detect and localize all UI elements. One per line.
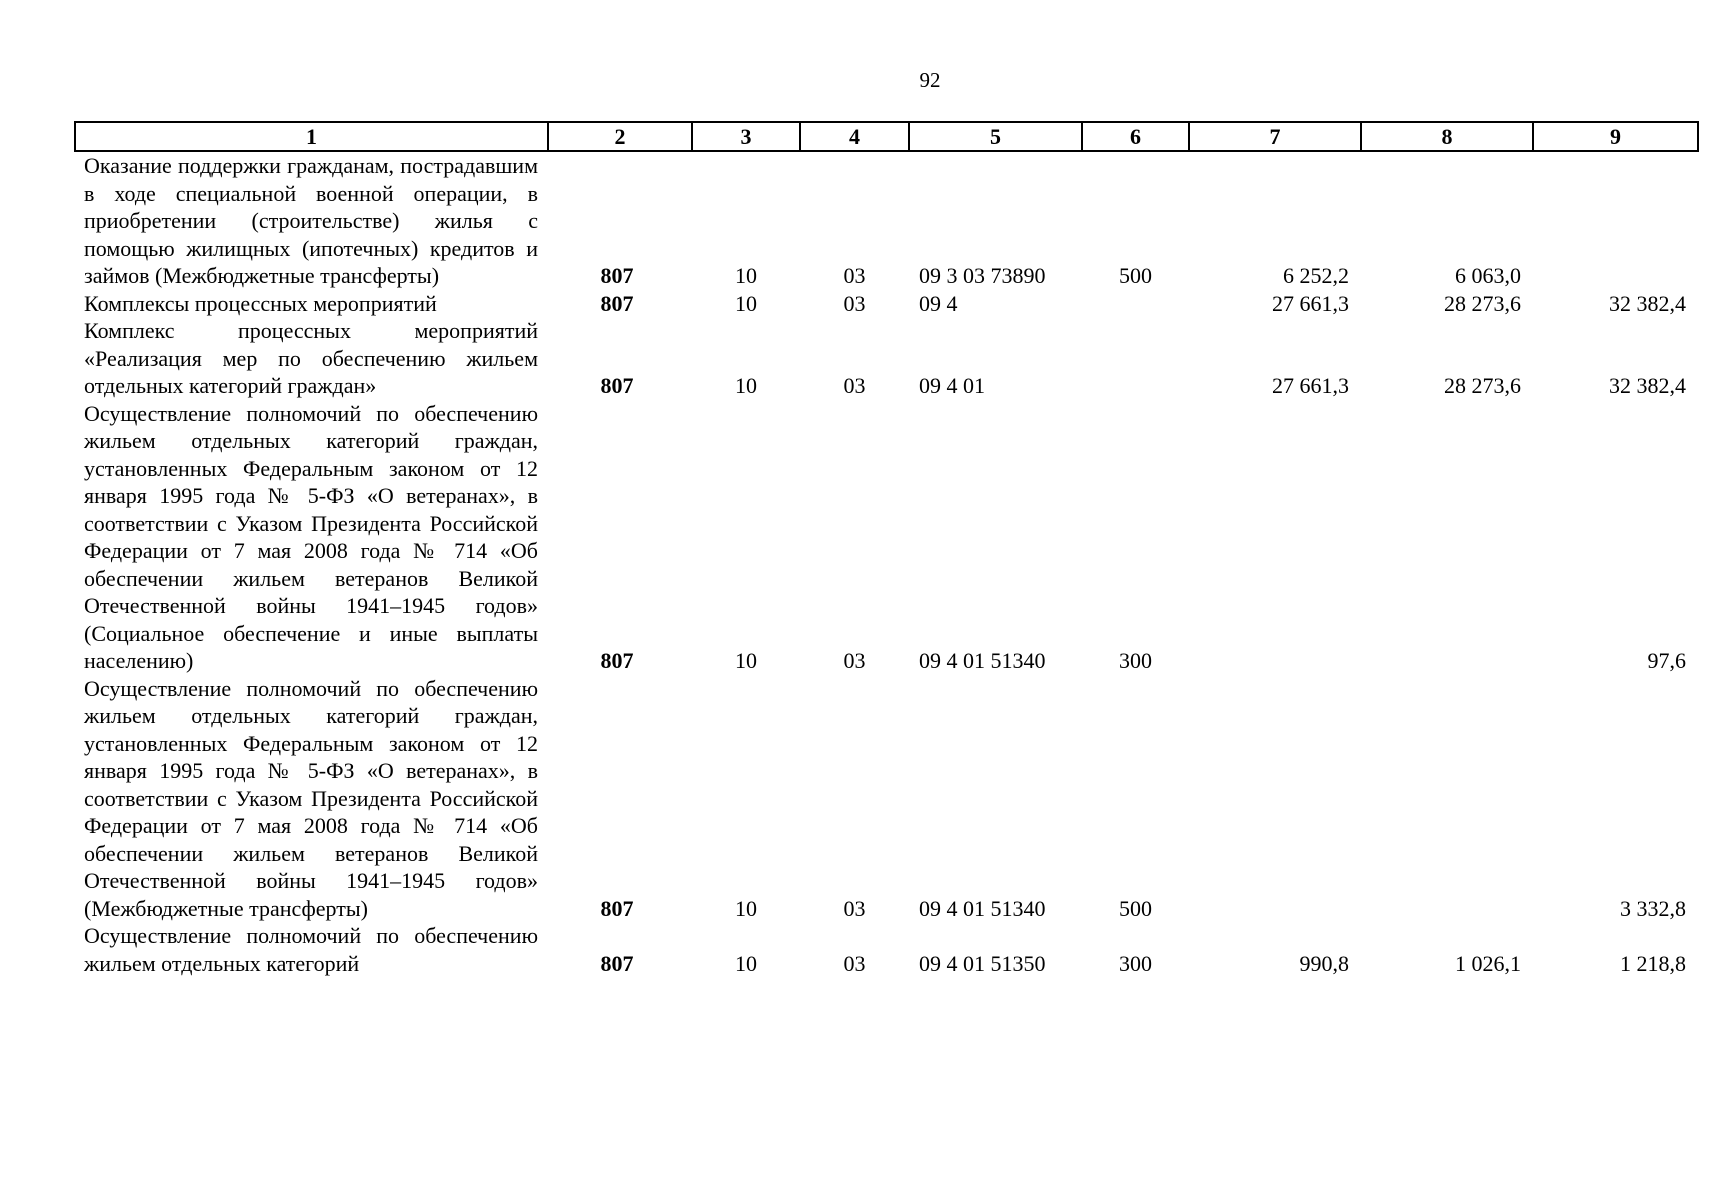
ministry-code: 807 <box>600 895 634 921</box>
row-description: Оказание поддержки гражданам, пострадавшим в ходе специальной военной операции, в приобретении (строительстве) жилья с помощью жилищных (ипотечных) кредитов и займов (Межбюджетные трансферты) <box>84 153 538 288</box>
amount-col-8: 28 273,6 <box>1444 290 1521 316</box>
target-article-code: 09 3 03 73890 <box>919 263 1046 288</box>
column-header-4: 4 <box>800 122 909 151</box>
ministry-code: 807 <box>600 950 634 976</box>
table-row <box>75 400 1698 675</box>
amount-col-7 <box>1189 675 1361 923</box>
amount-col-7: 27 661,3 <box>1272 373 1349 398</box>
amount-col-7 <box>1189 400 1361 675</box>
amount-col-8 <box>1361 400 1533 675</box>
subsection-code: 03 <box>843 648 866 673</box>
amount-col-9: 3 332,8 <box>1620 895 1686 921</box>
table-row <box>75 317 1698 400</box>
expense-type-code: 500 <box>1119 263 1152 288</box>
row-description: Комплекс процессных мероприятий «Реализация мер по обеспечению жильем отдельных категорий граждан» <box>84 318 538 398</box>
table-row <box>75 675 1698 923</box>
section-code: 10 <box>735 950 757 976</box>
target-article-code: 09 4 <box>919 290 958 316</box>
table-row <box>75 151 1698 290</box>
amount-col-9: 32 382,4 <box>1609 373 1686 398</box>
column-header-8: 8 <box>1361 122 1533 151</box>
page-number: 92 <box>919 68 941 92</box>
target-article-code: 09 4 01 <box>919 373 985 398</box>
expense-type-code: 500 <box>1119 895 1152 921</box>
column-header-6: 6 <box>1082 122 1189 151</box>
subsection-code: 03 <box>843 950 866 976</box>
amount-col-9 <box>1533 151 1698 290</box>
section-code: 10 <box>735 373 757 398</box>
amount-col-8 <box>1361 675 1533 923</box>
amount-col-9: 97,6 <box>1647 648 1686 673</box>
subsection-code: 03 <box>843 290 866 316</box>
section-code: 10 <box>735 648 757 673</box>
subsection-code: 03 <box>843 373 866 398</box>
section-code: 10 <box>735 895 757 921</box>
ministry-code: 807 <box>600 373 634 398</box>
section-code: 10 <box>735 290 757 316</box>
amount-col-9: 1 218,8 <box>1620 950 1686 976</box>
expense-type-code <box>1082 317 1189 400</box>
ministry-code: 807 <box>600 290 634 316</box>
column-header-9: 9 <box>1533 122 1698 151</box>
target-article-code: 09 4 01 51340 <box>919 895 1046 921</box>
row-description: Осуществление полномочий по обеспечению жильем отдельных категорий граждан, установленных Федеральным законом от 12 января 1995 года № 5-ФЗ «О ветеранах», в соответствии с Указом Президента Российской Федерации от 7 мая 2008 года № 714 «Об обеспечении жильем ветеранов Великой Отечественной войны 1941–1945 годов» (Социальное обеспечение и иные выплаты населению) <box>84 400 538 673</box>
column-header-1: 1 <box>75 122 548 151</box>
amount-col-7: 6 252,2 <box>1283 263 1349 288</box>
amount-col-8: 1 026,1 <box>1455 950 1521 976</box>
expense-type-code: 300 <box>1119 648 1152 673</box>
table-row <box>75 922 1698 977</box>
target-article-code: 09 4 01 51340 <box>919 648 1046 673</box>
section-code: 10 <box>735 263 757 288</box>
ministry-code: 807 <box>600 263 634 288</box>
column-header-3: 3 <box>692 122 800 151</box>
expense-type-code: 300 <box>1119 950 1152 976</box>
ministry-code: 807 <box>600 648 634 673</box>
expense-type-code <box>1082 290 1189 318</box>
amount-col-8: 28 273,6 <box>1444 373 1521 398</box>
column-header-7: 7 <box>1189 122 1361 151</box>
row-description: Осуществление полномочий по обеспечению жильем отдельных категорий <box>84 923 538 976</box>
row-description: Осуществление полномочий по обеспечению жильем отдельных категорий граждан, установленных Федеральным законом от 12 января 1995 года № 5-ФЗ «О ветеранах», в соответствии с Указом Президента Российской Федерации от 7 мая 2008 года № 714 «Об обеспечении жильем ветеранов Великой Отечественной войны 1941–1945 годов» (Межбюджетные трансферты) <box>84 675 538 921</box>
row-description: Комплексы процессных мероприятий <box>84 290 437 316</box>
target-article-code: 09 4 01 51350 <box>919 950 1046 976</box>
table-header-row <box>75 122 1698 151</box>
column-header-5: 5 <box>909 122 1082 151</box>
table-row <box>75 290 1698 318</box>
budget-table <box>74 121 1699 977</box>
subsection-code: 03 <box>843 895 866 921</box>
amount-col-7: 27 661,3 <box>1272 290 1349 316</box>
amount-col-7: 990,8 <box>1299 950 1349 976</box>
column-header-2: 2 <box>548 122 692 151</box>
amount-col-9: 32 382,4 <box>1609 290 1686 316</box>
subsection-code: 03 <box>843 263 866 288</box>
amount-col-8: 6 063,0 <box>1455 263 1521 288</box>
